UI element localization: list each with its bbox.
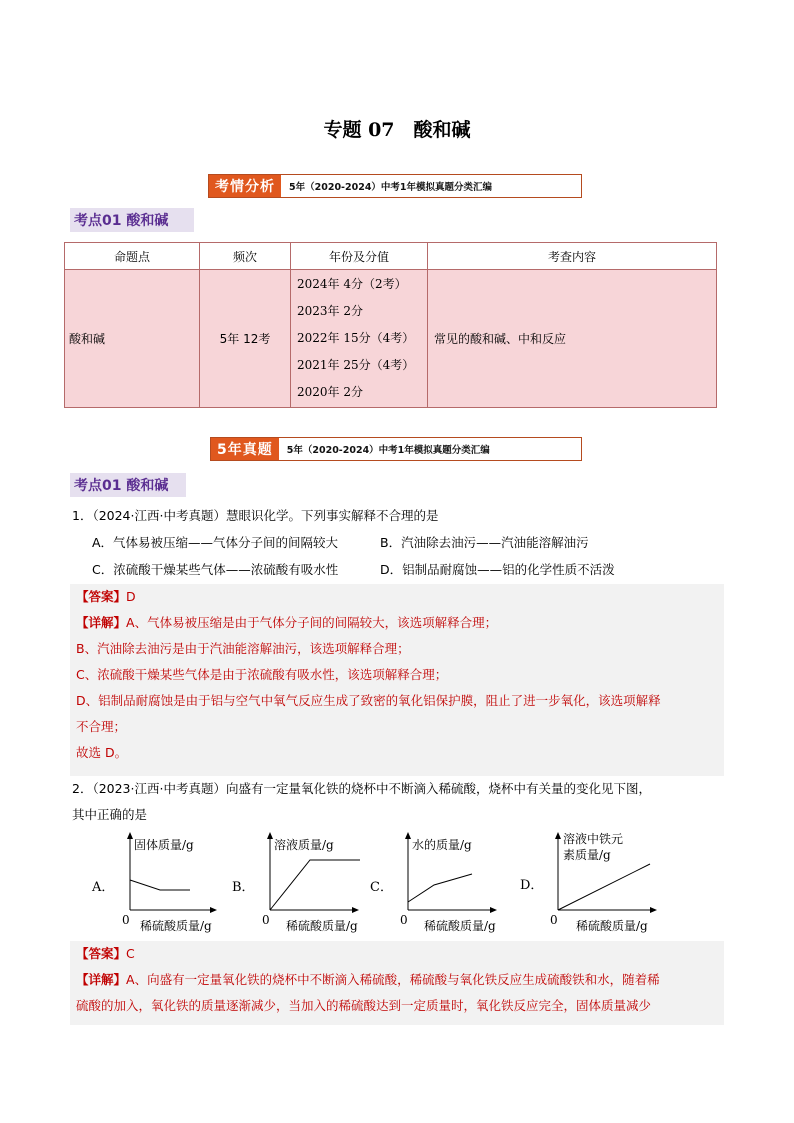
question-2-stem: 2．（2023·江西·中考真题）向盛有一定量氧化铁的烧杯中不断滴入稀硫酸，烧杯中有关量的变化见下图，: [72, 781, 651, 796]
year-score: 2020年 2分: [297, 385, 363, 399]
graph-b: [228, 830, 378, 938]
graph-d: [516, 828, 676, 938]
answer-value: C: [126, 946, 135, 961]
y-label: 素质量/g: [563, 848, 611, 862]
detail-text: A、气体易被压缩是由于气体分子间的间隔较大，该选项解释合理；: [126, 615, 498, 630]
table-header-cell: 命题点: [65, 243, 200, 270]
page-title: 专题 07 酸和碱: [323, 119, 471, 141]
answer-value: D: [126, 589, 136, 604]
q1-option-a: A．气体易被压缩——气体分子间的间隔较大: [92, 535, 339, 550]
table-cell-freq: 5年 12考: [200, 270, 291, 408]
x-label: 稀硫酸质量/g: [286, 919, 358, 933]
banner-tag: 5年真题: [211, 438, 279, 460]
table-header-cell: 考查内容: [428, 243, 717, 270]
y-axis-arrow: [405, 832, 411, 839]
banner-text: 5年（2020-2024）中考1年模拟真题分类汇编: [286, 445, 490, 456]
table-header-row: [65, 243, 717, 270]
origin-label: 0: [550, 913, 558, 927]
graph-c: [366, 830, 516, 938]
y-axis-arrow: [267, 832, 273, 839]
x-axis-arrow: [490, 907, 497, 913]
q2-answer-block: [70, 941, 724, 1025]
q1-detail-line: [70, 610, 724, 636]
year-score: 2022年 15分（4考）: [297, 331, 415, 345]
q1-option-d: D．铝制品耐腐蚀——铝的化学性质不活泼: [380, 562, 615, 577]
detail-text: A、向盛有一定量氧化铁的烧杯中不断滴入稀硫酸，稀硫酸与氧化铁反应生成硫酸铁和水，随着稀: [126, 972, 660, 987]
graph-a: [88, 830, 238, 938]
q1-detail-line: C、浓硫酸干燥某些气体是由于浓硫酸有吸水性，该选项解释合理；: [76, 667, 448, 682]
q1-option-b: B．汽油除去油污——汽油能溶解油污: [380, 535, 589, 550]
q2-detail-line: [70, 967, 724, 993]
q1-answer-block: [70, 584, 724, 776]
banner-text: 5年（2020-2024）中考1年模拟真题分类汇编: [289, 182, 493, 193]
q1-detail-line: B、汽油除去油污是由于汽油能溶解油污，该选项解释合理；: [76, 641, 410, 656]
x-axis-arrow: [650, 907, 657, 913]
y-axis-arrow: [127, 832, 133, 839]
y-axis-arrow: [555, 832, 561, 839]
kaodian-heading: 考点01 酸和碱: [70, 473, 186, 497]
q2-detail-line: 硫酸的加入，氧化铁的质量逐渐减少，当加入的稀硫酸达到一定质量时，氧化铁反应完全，固体质量减少: [76, 998, 652, 1013]
year-score: 2023年 2分: [297, 304, 363, 318]
banner-tag: 考情分析: [209, 175, 281, 197]
graph-curve: [408, 874, 472, 902]
q1-detail-line: D、铝制品耐腐蚀是由于铝与空气中氧气反应生成了致密的氧化铝保护膜，阻止了进一步氧化，该选项解释: [76, 693, 661, 708]
x-label: 稀硫酸质量/g: [576, 919, 648, 933]
section-banner-exams: [210, 437, 582, 461]
y-label: 溶液质量/g: [274, 838, 334, 852]
answer-tag: 【答案】: [76, 946, 127, 961]
exam-analysis-table: [64, 242, 717, 408]
year-score: 2024年 4分（2考）: [297, 277, 407, 291]
answer-tag: 【答案】: [76, 589, 127, 604]
table-header-cell: 频次: [200, 243, 291, 270]
graph-letter: D．: [520, 878, 544, 893]
q1-detail-line: 故选 D。: [76, 745, 128, 760]
origin-label: 0: [122, 913, 130, 927]
y-label: 溶液中铁元: [563, 832, 624, 846]
q1-option-c: C．浓硫酸干燥某些气体——浓硫酸有吸水性: [92, 562, 339, 577]
q1-detail-line: 不合理；: [76, 719, 127, 734]
graph-letter: B．: [232, 880, 255, 895]
origin-label: 0: [262, 913, 270, 927]
table-cell-content: 常见的酸和碱、中和反应: [428, 270, 717, 408]
y-label: 固体质量/g: [134, 838, 194, 852]
q2-answer: [70, 941, 724, 967]
x-axis-arrow: [352, 907, 359, 913]
kaodian-heading: 考点01 酸和碱: [70, 208, 194, 232]
table-row: [65, 270, 717, 408]
x-label: 稀硫酸质量/g: [424, 919, 496, 933]
detail-tag: 【详解】: [76, 615, 127, 630]
origin-label: 0: [400, 913, 408, 927]
section-banner-analysis: [208, 174, 582, 198]
graph-curve: [130, 880, 190, 890]
graph-letter: A．: [92, 880, 115, 895]
detail-tag: 【详解】: [76, 972, 127, 987]
graph-curve: [558, 864, 650, 910]
year-score: 2021年 25分（4考）: [297, 358, 415, 372]
table-cell-topic: 酸和碱: [65, 270, 200, 408]
q1-answer: [70, 584, 724, 610]
graph-curve: [270, 860, 360, 910]
x-axis-arrow: [210, 907, 217, 913]
y-label: 水的质量/g: [412, 838, 472, 852]
graph-letter: C．: [370, 880, 393, 895]
question-1-stem: 1．（2024·江西·中考真题）慧眼识化学。下列事实解释不合理的是: [72, 508, 439, 523]
x-label: 稀硫酸质量/g: [140, 919, 212, 933]
question-2-stem-cont: 其中正确的是: [72, 807, 148, 822]
table-cell-years: [291, 270, 428, 408]
table-header-cell: 年份及分值: [291, 243, 428, 270]
